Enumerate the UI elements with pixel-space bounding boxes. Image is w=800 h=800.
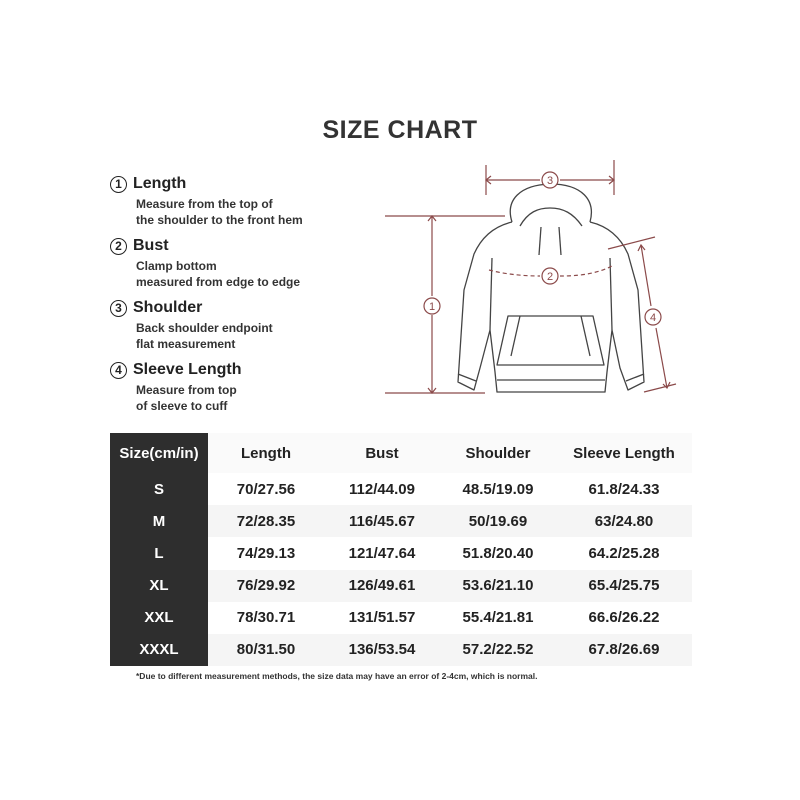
size-cell: XXXL — [110, 634, 208, 666]
table-row — [110, 602, 692, 634]
hoodie-outline-icon — [458, 184, 644, 392]
measure-name: Length — [133, 175, 187, 192]
table-cell: 57.2/22.52 — [440, 634, 556, 666]
shoulder-label: 3 — [546, 175, 554, 187]
measure-length — [110, 172, 390, 228]
bust-label: 2 — [546, 271, 554, 283]
table-cell: 53.6/21.10 — [440, 570, 556, 602]
desc-line: measured from edge to edge — [136, 275, 301, 289]
table-cell: 121/47.64 — [324, 537, 440, 569]
hoodie-diagram — [380, 155, 690, 415]
measure-description — [136, 320, 390, 352]
page-title: SIZE CHART — [322, 116, 478, 144]
measure-description — [136, 258, 390, 290]
number-circle-icon: 4 — [110, 362, 127, 379]
measure-description — [136, 382, 390, 414]
header-length: Length — [208, 433, 324, 473]
table-header-row — [110, 433, 692, 473]
measure-description — [136, 196, 390, 228]
table-cell: 72/28.35 — [208, 505, 324, 537]
desc-line: Back shoulder endpoint — [136, 321, 273, 335]
header-size: Size(cm/in) — [110, 433, 208, 473]
table-cell: 76/29.92 — [208, 570, 324, 602]
table-row — [110, 473, 692, 505]
measurement-guides — [385, 160, 676, 393]
number-circle-icon: 2 — [110, 238, 127, 255]
number-circle-icon: 1 — [110, 176, 127, 193]
desc-line: Clamp bottom — [136, 259, 217, 273]
desc-line: flat measurement — [136, 337, 236, 351]
size-cell: S — [110, 473, 208, 505]
table-cell: 131/51.57 — [324, 602, 440, 634]
table-cell: 78/30.71 — [208, 602, 324, 634]
measure-name: Shoulder — [133, 299, 203, 316]
length-label: 1 — [428, 301, 436, 313]
measure-name: Bust — [133, 237, 169, 254]
table-cell: 112/44.09 — [324, 473, 440, 505]
table-cell: 67.8/26.69 — [556, 634, 692, 666]
desc-line: Measure from top — [136, 383, 237, 397]
number-circle-icon: 3 — [110, 300, 127, 317]
measure-sleeve-length — [110, 358, 390, 414]
size-cell: M — [110, 505, 208, 537]
size-cell: XXL — [110, 602, 208, 634]
table-row — [110, 570, 692, 602]
sleeve-label: 4 — [649, 312, 657, 324]
header-sleeve-length: Sleeve Length — [556, 433, 692, 473]
header-bust: Bust — [324, 433, 440, 473]
table-cell: 66.6/26.22 — [556, 602, 692, 634]
desc-line: of sleeve to cuff — [136, 399, 228, 413]
measurement-note: *Due to different measurement methods, the size data may have an error of 2-4cm, which is normal. — [136, 671, 538, 681]
table-cell: 80/31.50 — [208, 634, 324, 666]
size-cell: XL — [110, 570, 208, 602]
table-row — [110, 634, 692, 666]
table-cell: 55.4/21.81 — [440, 602, 556, 634]
desc-line: Measure from the top of — [136, 197, 273, 211]
table-cell: 70/27.56 — [208, 473, 324, 505]
table-cell: 61.8/24.33 — [556, 473, 692, 505]
size-cell: L — [110, 537, 208, 569]
table-cell: 50/19.69 — [440, 505, 556, 537]
table-cell: 51.8/20.40 — [440, 537, 556, 569]
table-cell: 63/24.80 — [556, 505, 692, 537]
table-cell: 74/29.13 — [208, 537, 324, 569]
measure-bust — [110, 234, 390, 290]
measure-shoulder — [110, 296, 390, 352]
size-table — [110, 433, 692, 666]
table-row — [110, 537, 692, 569]
table-cell: 65.4/25.75 — [556, 570, 692, 602]
header-shoulder: Shoulder — [440, 433, 556, 473]
table-row — [110, 505, 692, 537]
table-cell: 116/45.67 — [324, 505, 440, 537]
measure-name: Sleeve Length — [133, 361, 242, 378]
table-cell: 136/53.54 — [324, 634, 440, 666]
table-cell: 126/49.61 — [324, 570, 440, 602]
desc-line: the shoulder to the front hem — [136, 213, 303, 227]
table-cell: 48.5/19.09 — [440, 473, 556, 505]
table-cell: 64.2/25.28 — [556, 537, 692, 569]
